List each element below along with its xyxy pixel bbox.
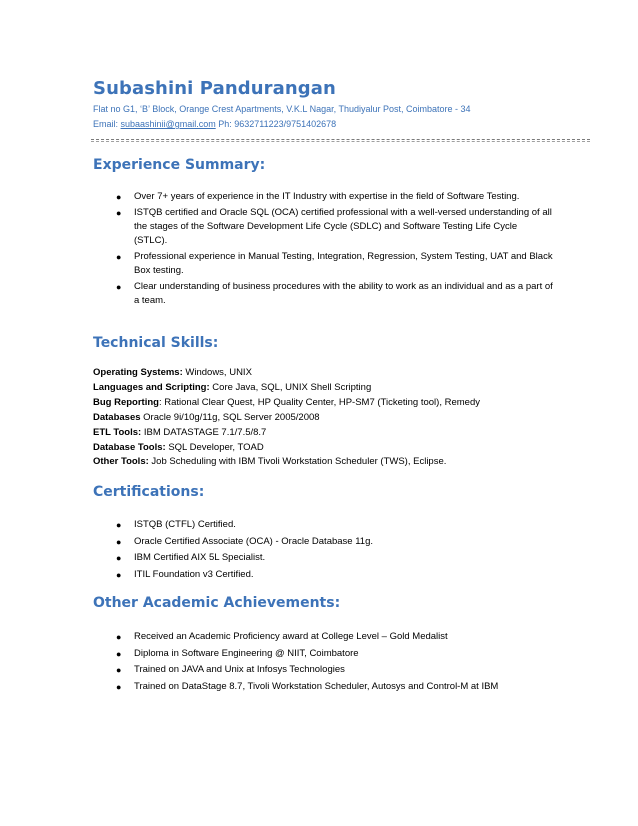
- skill-row: [93, 426, 573, 441]
- experience-list: [93, 190, 553, 308]
- skill-value: Job Scheduling with IBM Tivoli Workstation Scheduler (TWS), Eclipse.: [148, 456, 447, 468]
- certifications-list: [93, 518, 553, 584]
- skill-value: Core Java, SQL, UNIX Shell Scripting: [209, 381, 372, 393]
- skill-value: Oracle 9i/10g/11g, SQL Server 2005/2008: [140, 411, 320, 423]
- skill-label: Languages and Scripting:: [93, 381, 210, 393]
- list-item: [93, 647, 583, 664]
- email-label: Email:: [93, 119, 119, 129]
- skill-row: [93, 455, 573, 470]
- skill-row: [93, 381, 573, 396]
- skill-label: ETL Tools:: [93, 426, 142, 438]
- email-link[interactable]: subaashinii@gmail.com: [120, 119, 216, 129]
- bullet-icon: ●: [116, 553, 122, 563]
- academic-heading: Other Academic Achievements:: [93, 595, 341, 611]
- list-item: [93, 280, 553, 308]
- address-line: Flat no G1, ‘B’ Block, Orange Crest Apartments, V.K.L Nagar, Thudiyalur Post, Coimbatore - 34: [93, 104, 471, 114]
- list-item: [93, 190, 553, 204]
- skill-row: [93, 366, 573, 381]
- skills-heading: Technical Skills:: [93, 335, 219, 351]
- list-item-text: ISTQB certified and Oracle SQL (OCA) certified professional with a well-versed understanding of all the stages of the Software Development Life Cycle (SDLC) and Software Testing Life Cycle (STLC).: [134, 207, 552, 246]
- list-item-text: Trained on DataStage 8.7, Tivoli Workstation Scheduler, Autosys and Control-M at IBM: [134, 680, 499, 692]
- skill-row: [93, 411, 573, 426]
- bullet-icon: ●: [116, 569, 122, 580]
- list-item: [93, 206, 553, 248]
- list-item: [93, 568, 553, 585]
- bullet-icon: ●: [116, 192, 122, 202]
- bullet-icon: ●: [116, 665, 122, 675]
- academic-list: [93, 630, 583, 696]
- candidate-name: Subashini Pandurangan: [93, 78, 336, 99]
- skill-value: IBM DATASTAGE 7.1/7.5/8.7: [141, 426, 267, 438]
- list-item-text: Received an Academic Proficiency award at College Level – Gold Medalist: [134, 631, 448, 642]
- list-item: [93, 663, 583, 680]
- list-item: [93, 630, 583, 647]
- contact-line: [93, 119, 336, 129]
- phone-numbers: Ph: 9632711223/9751402678: [218, 119, 337, 129]
- skill-label: Other Tools:: [93, 456, 149, 468]
- list-item: [93, 518, 553, 535]
- list-item-text: Oracle Certified Associate (OCA) - Oracle Database 11g.: [134, 535, 374, 547]
- skill-label: Database Tools:: [93, 441, 166, 453]
- certifications-heading: Certifications:: [93, 484, 205, 500]
- skill-value: Windows, UNIX: [182, 367, 252, 378]
- skill-label: Operating Systems:: [93, 367, 183, 378]
- bullet-icon: ●: [116, 536, 122, 547]
- list-item-text: Professional experience in Manual Testing, Integration, Regression, System Testing, UAT and Black Box testing.: [134, 251, 553, 276]
- bullet-icon: ●: [116, 282, 122, 292]
- bullet-icon: ●: [116, 648, 122, 659]
- list-item: [93, 680, 583, 697]
- list-item-text: IBM Certified AIX 5L Specialist.: [134, 552, 266, 563]
- skills-list: [93, 366, 573, 470]
- bullet-icon: ●: [116, 632, 122, 642]
- list-item: [93, 535, 553, 552]
- bullet-icon: ●: [116, 252, 122, 262]
- list-item-text: Diploma in Software Engineering @ NIIT, Coimbatore: [134, 647, 359, 659]
- skill-row: [93, 396, 573, 411]
- experience-heading: Experience Summary:: [93, 157, 266, 173]
- bullet-icon: ●: [116, 208, 122, 218]
- list-item-text: Trained on JAVA and Unix at Infosys Technologies: [134, 664, 345, 675]
- list-item-text: Clear understanding of business procedures with the ability to work as an individual and as a part of a team.: [134, 281, 553, 306]
- list-item-text: ITIL Foundation v3 Certified.: [134, 568, 254, 580]
- list-item-text: ISTQB (CTFL) Certified.: [134, 519, 236, 530]
- bullet-icon: ●: [116, 681, 122, 692]
- skill-value: : Rational Clear Quest, HP Quality Center, HP-SM7 (Ticketing tool), Remedy: [158, 396, 480, 408]
- list-item: [93, 551, 553, 568]
- header-divider-secondary: [91, 141, 590, 142]
- list-item-text: Over 7+ years of experience in the IT Industry with expertise in the field of Software Testing.: [134, 191, 520, 202]
- bullet-icon: ●: [116, 520, 122, 530]
- skill-label: Databases: [93, 411, 141, 423]
- skill-label: Bug Reporting: [93, 396, 159, 408]
- skill-value: SQL Developer, TOAD: [165, 441, 264, 453]
- skill-row: [93, 441, 573, 456]
- list-item: [93, 250, 553, 278]
- header-divider: [91, 139, 590, 140]
